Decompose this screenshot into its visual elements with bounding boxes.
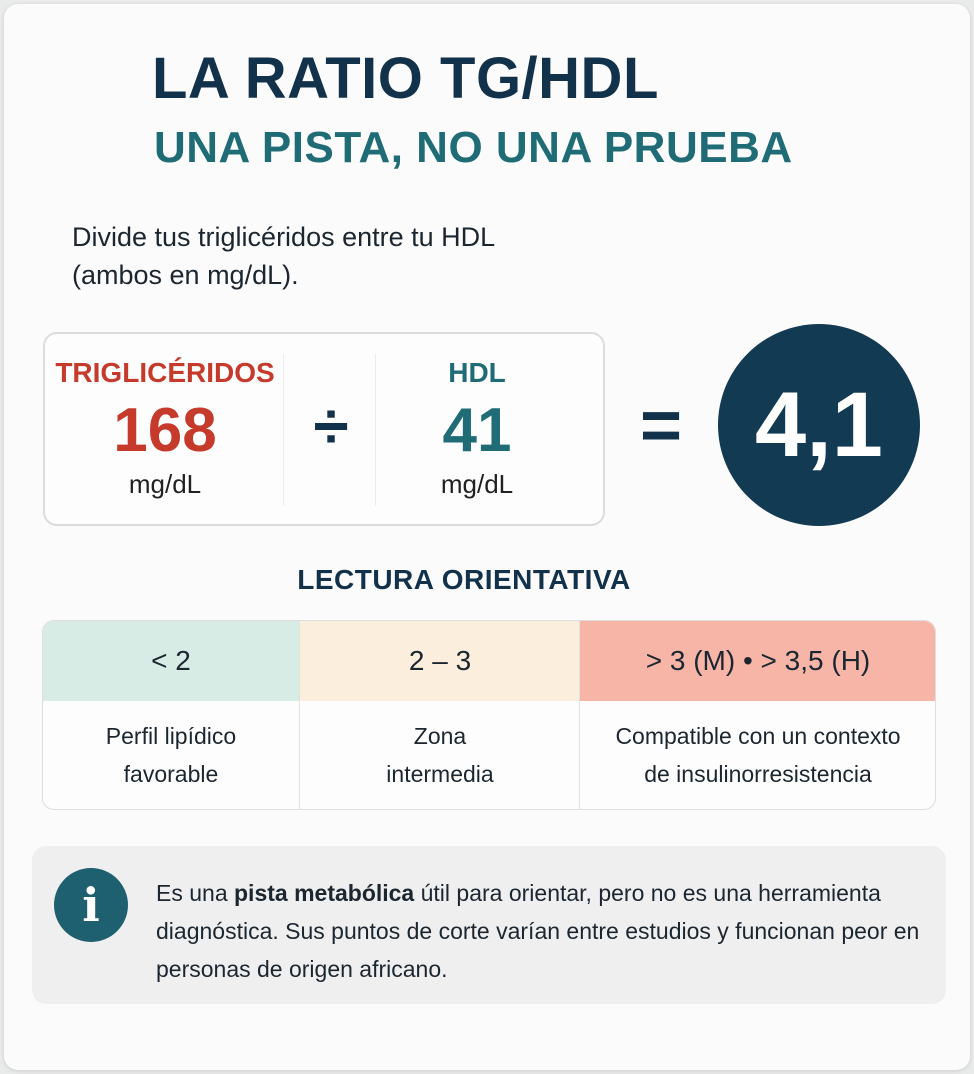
triglycerides-label: TRIGLICÉRIDOS xyxy=(55,357,275,388)
reading-title: LECTURA ORIENTATIVA xyxy=(297,564,631,595)
range-description-line: Perfil lipídico xyxy=(105,723,237,749)
range-description-line: Compatible con un contexto xyxy=(615,723,901,749)
range-column-low xyxy=(43,621,299,809)
range-column-mid xyxy=(299,621,580,809)
intro-text xyxy=(72,218,632,294)
result-badge: 4,1 xyxy=(718,324,920,526)
info-note xyxy=(32,846,946,1004)
divide-icon: ÷ xyxy=(313,390,349,462)
range-description-line: de insulinorresistencia xyxy=(644,761,872,787)
triglycerides-operand xyxy=(45,334,285,500)
range-label: > 3 (M) • > 3,5 (H) xyxy=(580,621,936,701)
range-description xyxy=(43,701,299,809)
info-icon: i xyxy=(54,868,128,942)
info-text-bold: pista metabólica xyxy=(234,880,415,906)
calculation-box xyxy=(43,332,605,526)
range-description-line: Zona xyxy=(413,723,467,749)
hdl-operand xyxy=(357,334,597,500)
intro-line-2: (ambos en mg/dL). xyxy=(72,260,299,290)
range-description xyxy=(300,701,580,809)
equals-icon: = xyxy=(639,386,683,466)
info-text xyxy=(156,874,936,988)
range-label: < 2 xyxy=(43,621,299,701)
info-text-start: Es una xyxy=(156,880,234,906)
hdl-value: 41 xyxy=(442,396,512,465)
hdl-unit: mg/dL xyxy=(440,469,514,499)
reading-scale xyxy=(42,620,936,810)
page-subtitle: UNA PISTA, NO UNA PRUEBA xyxy=(154,123,793,172)
intro-line-1: Divide tus triglicéridos entre tu HDL xyxy=(72,222,496,252)
page-title: LA RATIO TG/HDL xyxy=(152,46,659,111)
triglycerides-value: 168 xyxy=(113,396,217,465)
infographic-card xyxy=(4,4,970,1070)
range-label: 2 – 3 xyxy=(300,621,580,701)
divider-line xyxy=(283,354,284,506)
range-description xyxy=(580,701,936,809)
range-description-line: intermedia xyxy=(386,761,494,787)
range-description-line: favorable xyxy=(123,761,219,787)
hdl-label: HDL xyxy=(448,357,506,388)
triglycerides-unit: mg/dL xyxy=(128,469,202,499)
range-column-high xyxy=(579,621,936,809)
info-text-end: útil para orientar, pero no es una herramienta diagnóstica. Sus puntos de corte varían entre estudios y funcionan peor en personas de origen africano. xyxy=(156,880,920,982)
